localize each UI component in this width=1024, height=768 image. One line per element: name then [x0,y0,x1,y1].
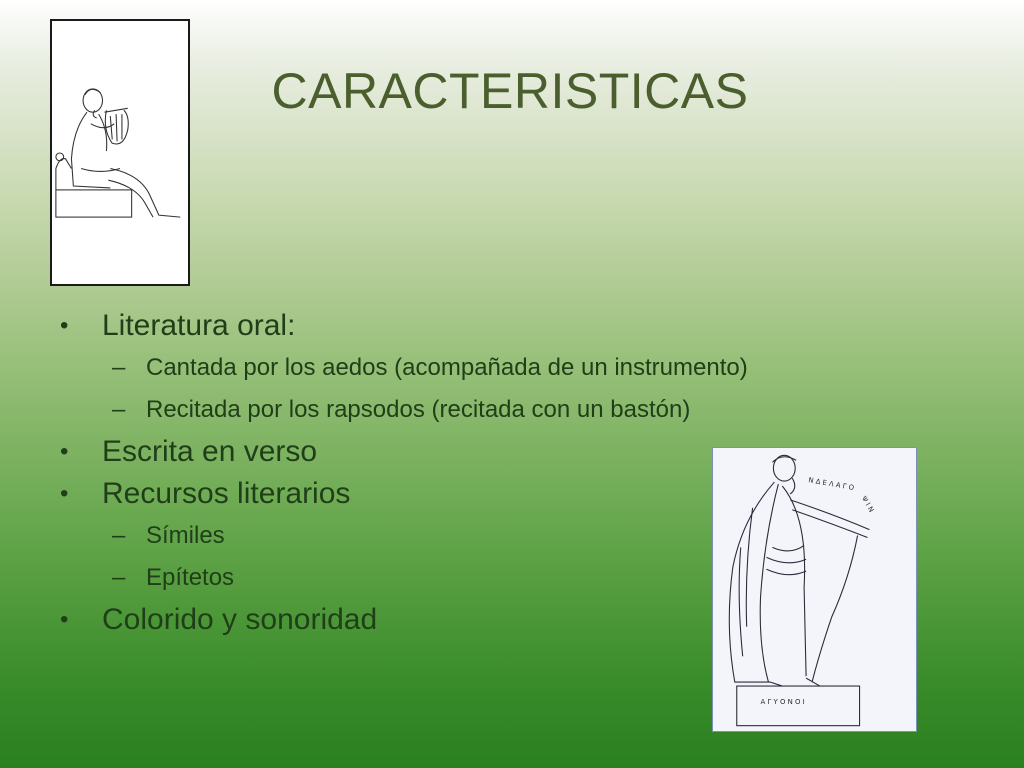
slide-title: CARACTERISTICAS [271,63,749,119]
sub-item-text: Símiles [146,522,225,549]
bullet-text: Recursos literarios [102,477,351,510]
svg-text:Ψ Ι Ν: Ψ Ι Ν [859,494,876,514]
bullet-item-literatura-oral [60,305,960,347]
svg-text:Ν Δ Ε Λ Α Γ Ο: Ν Δ Ε Λ Α Γ Ο [807,476,855,493]
sub-item-cantada [60,347,960,389]
dash-marker: – [112,354,126,381]
bullet-text: Escrita en verso [102,435,318,468]
svg-text:Α Γ Υ Ο Ν Ο Ι: Α Γ Υ Ο Ν Ο Ι [760,697,805,706]
bullet-text: Colorido y sonoridad [102,603,378,636]
sub-item-recitada [60,389,960,431]
sub-item-text: Epítetos [146,564,235,591]
sub-list [60,347,960,431]
bullet-text: Literatura oral: [102,309,296,342]
sub-item-text: Recitada por los rapsodos (recitada con un bastón) [146,396,691,423]
dash-marker: – [112,522,126,549]
standing-rhapsode-image [712,447,917,732]
sub-item-text: Cantada por los aedos (acompañada de un instrumento) [146,354,748,381]
dash-marker: – [112,396,126,423]
standing-rhapsode-drawing [713,448,916,731]
seated-bard-image [50,19,190,286]
dash-marker: – [112,564,126,591]
seated-bard-drawing [52,21,188,284]
